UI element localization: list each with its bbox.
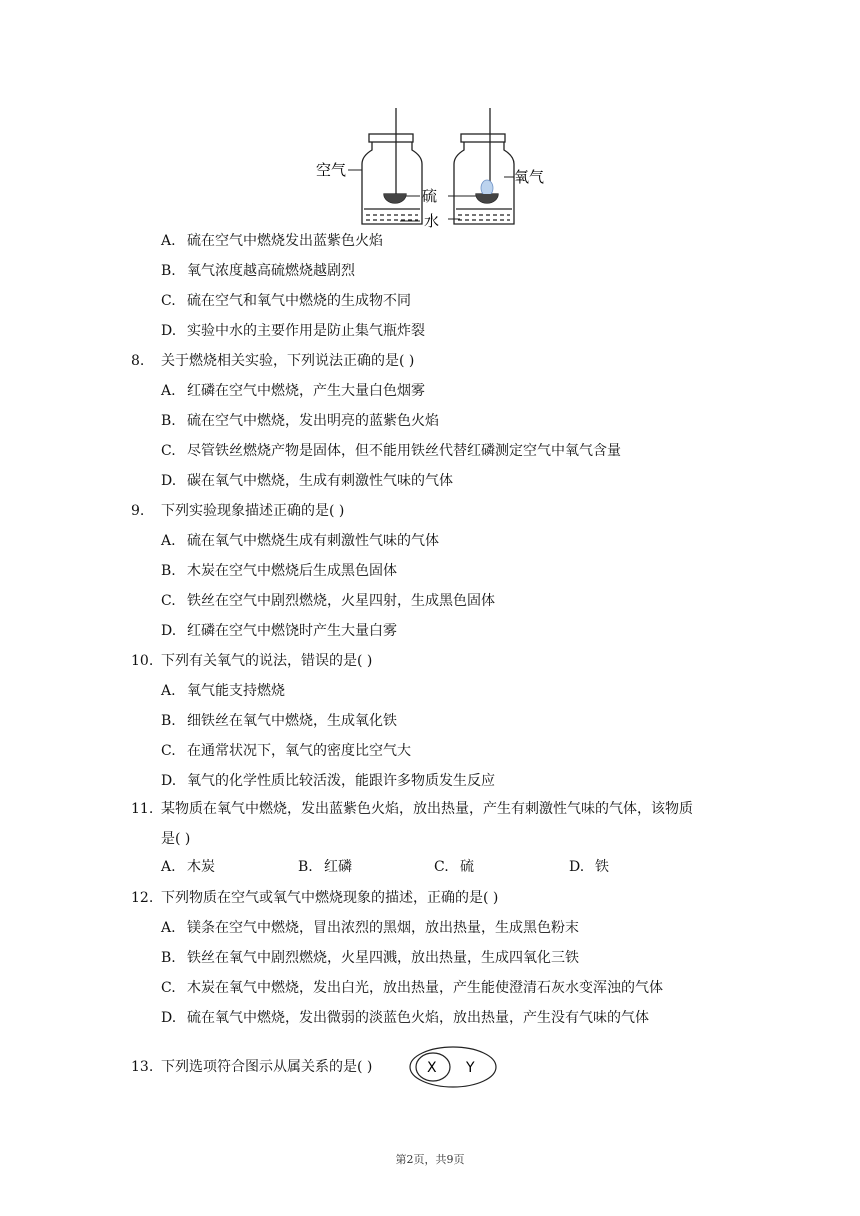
gas-bottle-diagram <box>300 102 560 232</box>
question-10: 10. 下列有关氧气的说法，错误的是( ) <box>131 653 373 669</box>
q8-option-d: D. 碳在氧气中燃烧，生成有刺激性气味的气体 <box>161 473 453 489</box>
question-8: 8. 关于燃烧相关实验，下列说法正确的是( ) <box>131 353 415 369</box>
q12-option-a: A. 镁条在空气中燃烧，冒出浓烈的黑烟，放出热量，生成黑色粉末 <box>161 920 579 936</box>
q11-option-d: D. 铁 <box>569 859 609 875</box>
q10-option-a: A. 氧气能支持燃烧 <box>161 683 285 699</box>
question-11-line-2: 是( ) <box>161 831 191 847</box>
q9-option-c: C. 铁丝在空气中剧烈燃烧，火星四射，生成黑色固体 <box>161 593 495 609</box>
question-12: 12. 下列物质在空气或氧气中燃烧现象的描述，正确的是( ) <box>131 890 499 906</box>
question-13: 13. 下列选项符合图示从属关系的是( ) <box>131 1059 373 1075</box>
q10-option-d: D. 氧气的化学性质比较活泼，能跟许多物质发生反应 <box>161 773 495 789</box>
blue-flame-icon <box>481 180 493 196</box>
q8-option-a: A. 红磷在空气中燃烧，产生大量白色烟雾 <box>161 383 425 399</box>
venn-diagram <box>408 1045 498 1089</box>
air-bottle <box>362 108 422 224</box>
q11-option-a: A. 木炭 <box>161 859 215 875</box>
q8-option-c: C. 尽管铁丝燃烧产物是固体，但不能用铁丝代替红磷测定空气中氧气含量 <box>161 443 621 459</box>
page-footer: 第2页，共9页 <box>395 1153 465 1166</box>
venn-label-x: X <box>427 1060 437 1076</box>
q10-option-b: B. 细铁丝在氧气中燃烧，生成氧化铁 <box>161 713 397 729</box>
q11-option-c: C. 硫 <box>434 859 474 875</box>
sulfur-combustion-figure <box>300 102 560 232</box>
q7-option-d: D. 实验中水的主要作用是防止集气瓶炸裂 <box>161 323 425 339</box>
q8-option-b: B. 硫在空气中燃烧，发出明亮的蓝紫色火焰 <box>161 413 439 429</box>
label-air: 空气 <box>316 161 347 179</box>
question-9: 9. 下列实验现象描述正确的是( ) <box>131 503 345 519</box>
label-water: 水 <box>424 212 440 230</box>
q9-option-d: D. 红磷在空气中燃饶时产生大量白雾 <box>161 623 397 639</box>
q12-option-b: B. 铁丝在氧气中剧烈燃烧，火星四溅，放出热量，生成四氧化三铁 <box>161 950 579 966</box>
q12-option-d: D. 硫在氧气中燃烧，发出微弱的淡蓝色火焰，放出热量，产生没有气味的气体 <box>161 1010 649 1026</box>
question-11: 11. 某物质在氧气中燃烧，发出蓝紫色火焰，放出热量，产生有刺激性气味的气体，该物质 <box>131 801 693 817</box>
q10-option-c: C. 在通常状况下，氧气的密度比空气大 <box>161 743 411 759</box>
q11-option-b: B. 红磷 <box>298 859 352 875</box>
label-oxygen: 氧气 <box>514 168 545 186</box>
oxygen-bottle <box>454 108 514 224</box>
venn-outer-ellipse <box>410 1047 496 1087</box>
q7-option-b: B. 氧气浓度越高硫燃烧越剧烈 <box>161 263 355 279</box>
q9-option-b: B. 木炭在空气中燃烧后生成黑色固体 <box>161 563 397 579</box>
label-sulfur: 硫 <box>422 187 438 205</box>
q7-option-c: C. 硫在空气和氧气中燃烧的生成物不同 <box>161 293 411 309</box>
q12-option-c: C. 木炭在氧气中燃烧，发出白光，放出热量，产生能使澄清石灰水变浑浊的气体 <box>161 980 663 996</box>
q9-option-a: A. 硫在氧气中燃烧生成有刺激性气味的气体 <box>161 533 439 549</box>
q7-option-a: A. 硫在空气中燃烧发出蓝紫色火焰 <box>161 233 383 249</box>
venn-label-y: Y <box>466 1060 475 1076</box>
